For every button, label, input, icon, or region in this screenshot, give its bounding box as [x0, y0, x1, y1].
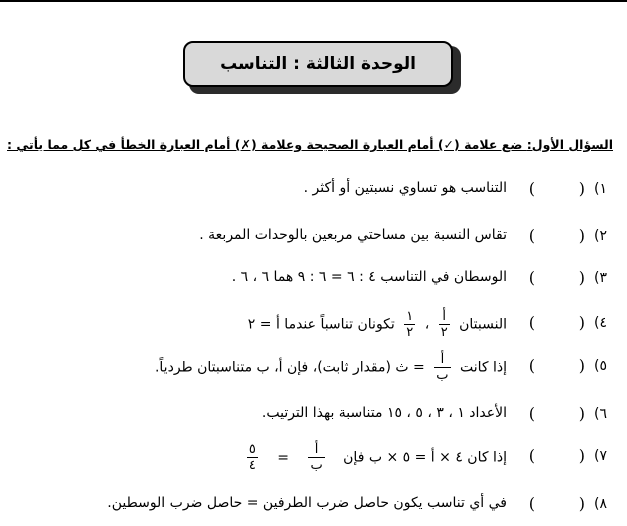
fraction-a-over-b: [434, 352, 450, 383]
answer-paren-close: ): [528, 404, 535, 423]
item-statement: [248, 309, 507, 340]
answer-paren-open: (: [578, 404, 585, 423]
unit-title-box: [183, 41, 453, 87]
answer-paren-open: (: [578, 446, 585, 465]
numerator: أ: [314, 442, 319, 457]
list-item: [0, 352, 627, 382]
question-label: السؤال الأول:: [526, 137, 613, 152]
item-number: ٣): [594, 270, 607, 286]
statement-suffix: = ث (مقدار ثابت)، فإن أ، ب متناسبتان طردياً.: [154, 359, 425, 376]
denominator: ب: [436, 368, 449, 383]
top-rule: [0, 0, 627, 2]
list-item: [0, 264, 627, 294]
unit-title: الوحدة الثالثة : التناسب: [220, 54, 416, 74]
item-number: ٧): [594, 448, 607, 464]
answer-paren-open: (: [578, 313, 585, 332]
statement-suffix: تكونان تناسباً عندما أ = ٢: [247, 316, 395, 333]
answer-paren-close: ): [528, 268, 535, 287]
question-instruction: ضع علامة (✓) أمام العبارة الصحيحة وعلامة (✗) أمام العبارة الخطأ في كل مما يأتي :: [7, 137, 527, 152]
item-statement: تقاس النسبة بين مساحتي مربعين بالوحدات المربعة .: [199, 227, 507, 243]
item-statement: الأعداد ١ ، ٣ ، ٥ ، ١٥ متناسبة بهذا الترتيب.: [261, 405, 507, 421]
item-number: ٥): [594, 358, 607, 374]
item-statement: التناسب هو تساوي نسبتين أو أكثر .: [303, 180, 507, 196]
item-statement: في أي تناسب يكون حاصل ضرب الطرفين = حاصل ضرب الوسطين.: [107, 495, 507, 511]
numerator: أ: [440, 352, 445, 367]
denominator: ٢: [406, 325, 414, 340]
answer-paren-close: ): [528, 226, 535, 245]
answer-paren-close: ): [528, 356, 535, 375]
item-number: ١): [594, 181, 607, 197]
statement-prefix: النسبتان: [459, 316, 507, 333]
item-statement: [155, 352, 507, 383]
denominator: ٤: [248, 458, 256, 473]
item-statement: [242, 442, 507, 473]
answer-paren-open: (: [578, 494, 585, 513]
fraction-1-over-2: [404, 309, 415, 340]
item-number: ٤): [594, 315, 607, 331]
fraction-a-over-b: [308, 442, 324, 473]
denominator: ب: [310, 458, 323, 473]
item-statement: الوسطان في التناسب ٤ : ٦ = ٦ : ٩ هما ٦ ، ٦ .: [231, 269, 507, 285]
item-number: ٢): [594, 228, 607, 244]
answer-paren-open: (: [578, 268, 585, 287]
list-item: [0, 309, 627, 339]
list-item: [0, 490, 627, 520]
item-number: ٦): [594, 406, 607, 422]
statement-prefix: إذا كانت: [459, 359, 507, 376]
list-item: [0, 222, 627, 252]
answer-paren-close: ): [528, 313, 535, 332]
list-item: [0, 400, 627, 430]
statement-prefix: إذا كان ٤ × أ = ٥ × ب فإن: [343, 449, 507, 466]
list-item: [0, 442, 627, 472]
fraction-5-over-4: [247, 442, 258, 473]
item-number: ٨): [594, 496, 607, 512]
answer-paren-close: ): [528, 179, 535, 198]
numerator: أ: [442, 309, 446, 324]
denominator: ٢: [440, 325, 448, 340]
answer-paren-close: ): [528, 446, 535, 465]
numerator: ٥: [248, 442, 256, 457]
answer-paren-open: (: [578, 356, 585, 375]
list-item: [0, 175, 627, 205]
answer-paren-open: (: [578, 226, 585, 245]
answer-paren-close: ): [528, 494, 535, 513]
numerator: ١: [406, 309, 414, 324]
comma-separator: ،: [424, 316, 430, 333]
equals-sign: =: [277, 449, 289, 466]
fraction-a-over-2: [439, 309, 450, 340]
question-heading: [7, 137, 613, 152]
answer-paren-open: (: [578, 179, 585, 198]
